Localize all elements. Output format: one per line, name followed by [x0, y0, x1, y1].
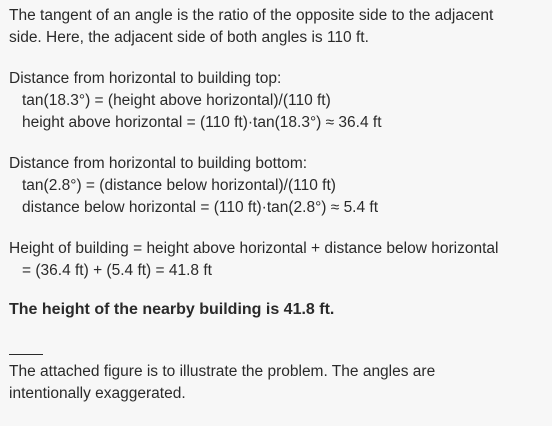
- bottom-distance-heading: Distance from horizontal to building bottom:: [9, 155, 308, 172]
- top-distance-heading: Distance from horizontal to building top:: [9, 70, 282, 87]
- building-height-equation: Height of building = height above horizontal + distance below horizontal: [9, 240, 499, 257]
- footnote-line-1: The attached figure is to illustrate the problem. The angles are: [9, 363, 436, 380]
- bottom-tangent-equation: tan(2.8°) = (distance below horizontal)/(110 ft): [22, 177, 336, 194]
- footnote-divider: [9, 354, 43, 355]
- answer-document: [9, 5, 552, 405]
- bottom-distance-result: distance below horizontal = (110 ft)·tan(2.8°) ≈ 5.4 ft: [22, 199, 379, 216]
- top-height-result: height above horizontal = (110 ft)·tan(18.3°) ≈ 36.4 ft: [22, 114, 382, 131]
- footnote: [9, 361, 552, 405]
- building-height-section: [9, 238, 552, 282]
- bottom-distance-section: [9, 153, 552, 219]
- footnote-line-2: intentionally exaggerated.: [9, 385, 186, 402]
- intro-line-2: side. Here, the adjacent side of both angles is 110 ft.: [9, 29, 369, 46]
- top-tangent-equation: tan(18.3°) = (height above horizontal)/(110 ft): [22, 92, 331, 109]
- intro-paragraph: [9, 5, 552, 49]
- top-distance-section: [9, 68, 552, 134]
- building-height-sum: = (36.4 ft) + (5.4 ft) = 41.8 ft: [22, 262, 212, 279]
- intro-line-1: The tangent of an angle is the ratio of the opposite side to the adjacent: [9, 7, 494, 24]
- final-answer: The height of the nearby building is 41.8 ft.: [9, 301, 335, 318]
